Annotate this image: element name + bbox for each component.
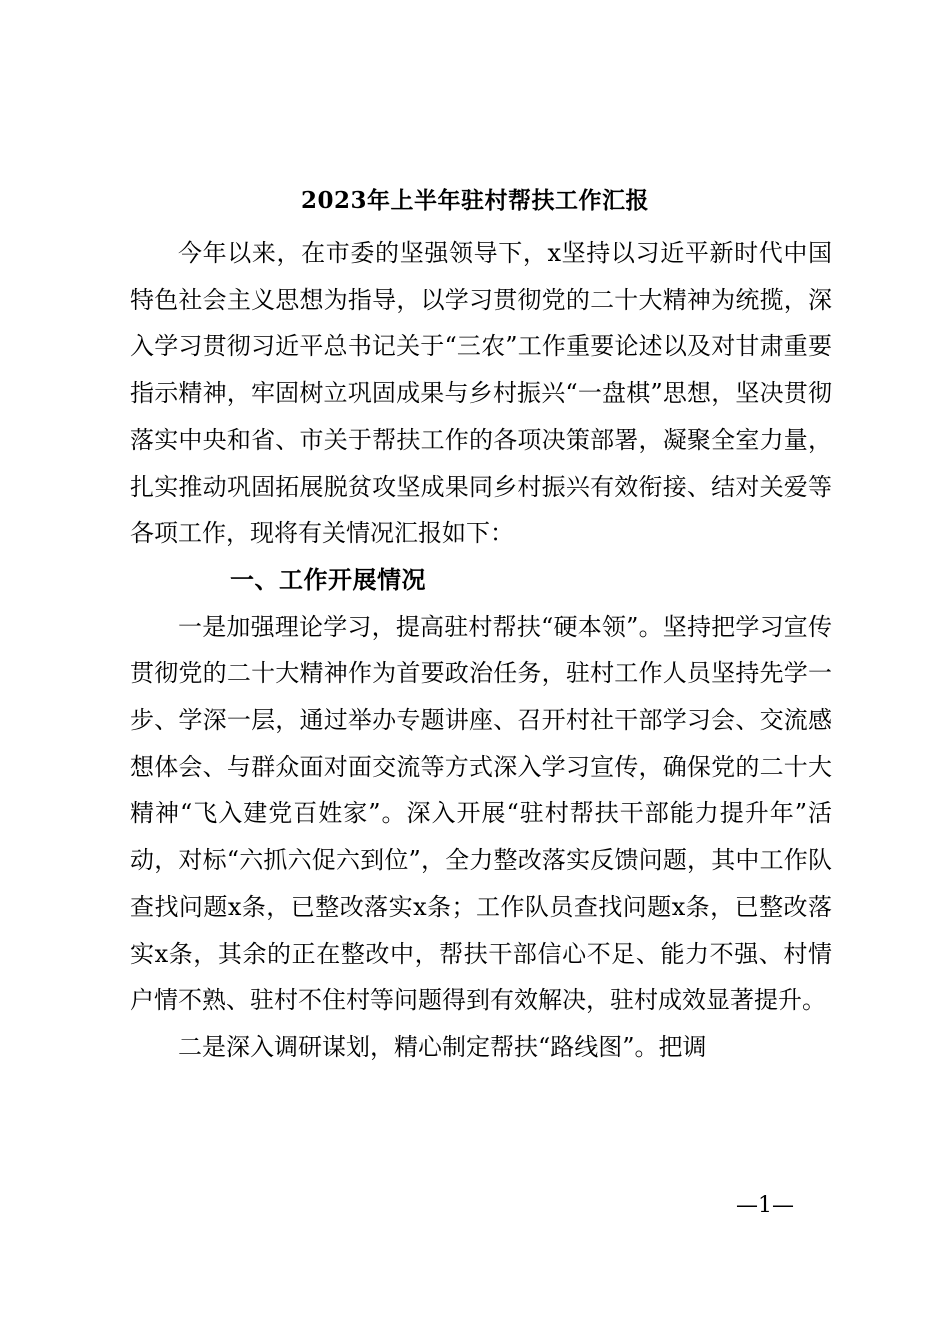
section-heading: 一、工作开展情况 [230,565,426,594]
document-title: 2023年上半年驻村帮扶工作汇报 [300,187,649,214]
document-body [130,230,832,1071]
page-number: —1— [736,1193,794,1218]
paragraph-intro: 今年以来，在市委的坚强领导下，x坚持以习近平新时代中国特色社会主义思想为指导，以学习贯彻党的二十大精神为统揽，深入学习贯彻习近平总书记关于“三农”工作重要论述以及对甘肃重要指示精神，牢固树立巩固成果与乡村振兴“一盘棋”思想，坚决贯彻落实中央和省、市关于帮扶工作的各项决策部署，凝聚全室力量，扎实推动巩固拓展脱贫攻坚成果同乡村振兴有效衔接、结对关爱等各项工作，现将有关情况汇报如下： [130,239,832,548]
paragraph-research: 二是深入调研谋划，精心制定帮扶“路线图”。把调 [178,1032,707,1061]
paragraph-study: 一是加强理论学习，提高驻村帮扶“硬本领”。坚持把学习宣传贯彻党的二十大精神作为首要政治任务，驻村工作人员坚持先学一步、学深一层，通过举办专题讲座、召开村社干部学习会、交流感想体会、与群众面对面交流等方式深入学习宣传，确保党的二十大精神“飞入建党百姓家”。深入开展“驻村帮扶干部能力提升年”活动，对标“六抓六促六到位”，全力整改落实反馈问题，其中工作队查找问题x条，已整改落实x条；工作队员查找问题x条，已整改落实x条，其余的正在整改中，帮扶干部信心不足、能力不强、村情户情不熟、驻村不住村等问题得到有效解决，驻村成效显著提升。 [130,612,832,1015]
